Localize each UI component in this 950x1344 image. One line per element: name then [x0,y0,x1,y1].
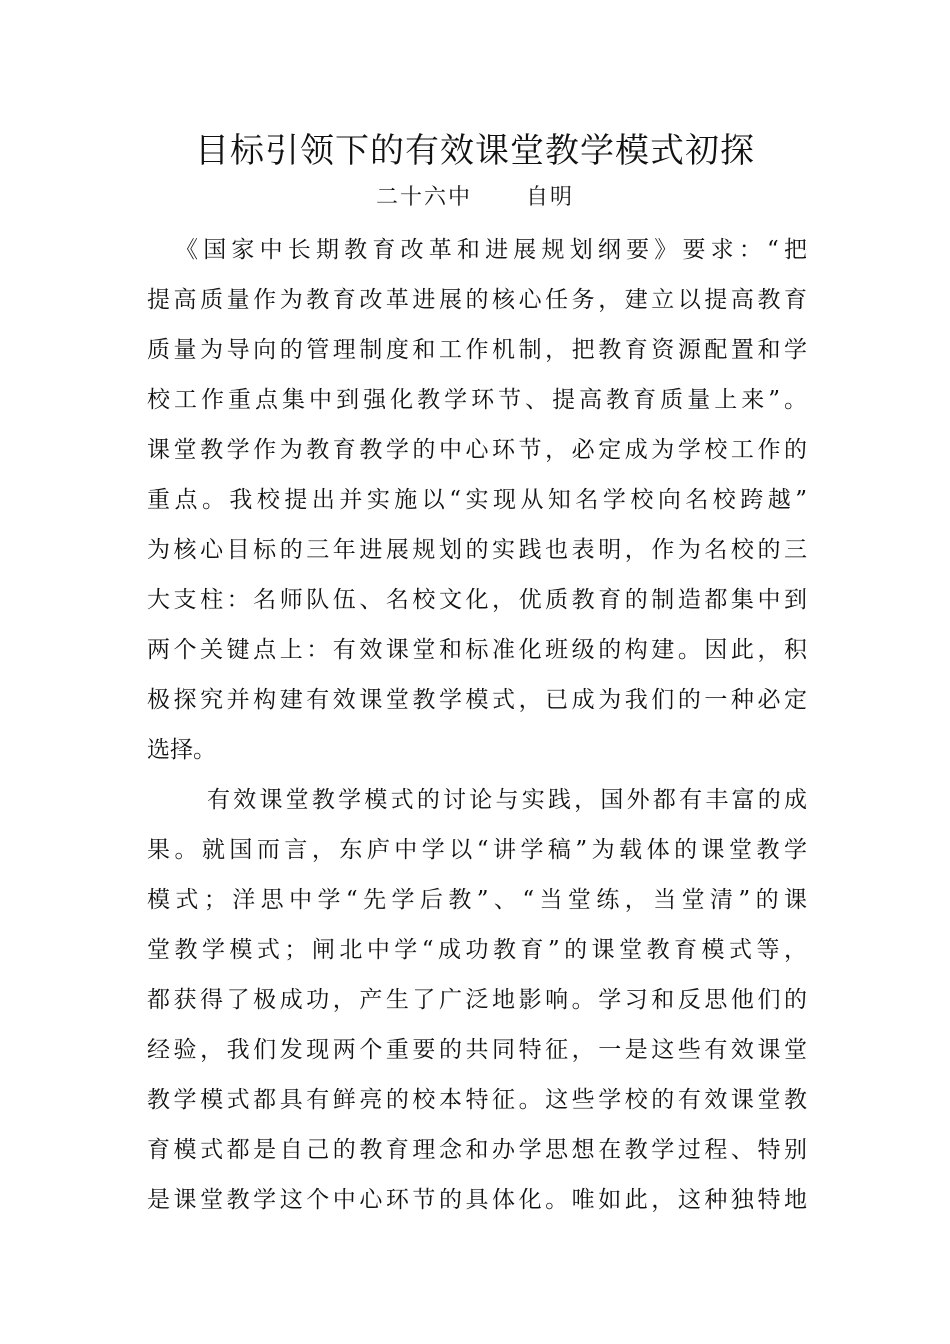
paragraph-1-line-5: 课堂教学作为教育教学的中心环节，必定成为学校工作的 [147,437,807,463]
paragraph-1-line-3: 质量为导向的管理制度和工作机制，把教育资源配置和学 [147,337,807,363]
paragraph-1-line-1: 《国家中长期教育改革和进展规划纲要》要求：“把 [175,237,807,263]
paragraph-2-line-3: 模式；洋思中学“先学后教”、“当堂练，当堂清”的课 [147,887,807,913]
paragraph-2-line-1: 有效课堂教学模式的讨论与实践，国外都有丰富的成 [207,787,807,813]
paragraph-2-line-5: 都获得了极成功，产生了广泛地影响。学习和反思他们的 [147,987,807,1013]
paragraph-1-line-10: 极探究并构建有效课堂教学模式，已成为我们的一种必定 [147,687,807,713]
paragraph-1-line-9: 两个关键点上：有效课堂和标准化班级的构建。因此，积 [147,637,807,663]
paragraph-2-line-4: 堂教学模式；闸北中学“成功教育”的课堂教育模式等， [147,937,807,963]
paragraph-2-line-8: 育模式都是自己的教育理念和办学思想在教学过程、特别 [147,1137,807,1163]
document-title: 目标引领下的有效课堂教学模式初探 [195,131,755,171]
paragraph-2-line-2: 果。就国而言，东庐中学以“讲学稿”为载体的课堂教学 [147,837,807,863]
document-byline: 二十六中 自明 [376,185,574,210]
paragraph-1-line-2: 提高质量作为教育改革进展的核心任务，建立以提高教育 [147,287,807,313]
paragraph-1-line-4: 校工作重点集中到强化教学环节、提高教育质量上来”。 [147,387,807,413]
paragraph-1-line-6: 重点。我校提出并实施以“实现从知名学校向名校跨越” [147,487,807,513]
paragraph-2-line-7: 教学模式都具有鲜亮的校本特征。这些学校的有效课堂教 [147,1087,807,1113]
paragraph-2-line-9: 是课堂教学这个中心环节的具体化。唯如此，这种独特地 [147,1187,807,1213]
paragraph-1-line-7: 为核心目标的三年进展规划的实践也表明，作为名校的三 [147,537,807,563]
paragraph-2-line-6: 经验，我们发现两个重要的共同特征，一是这些有效课堂 [147,1037,807,1063]
paragraph-1-line-11: 选择。 [147,737,216,763]
paragraph-1-line-8: 大支柱：名师队伍、名校文化，优质教育的制造都集中到 [147,587,807,613]
